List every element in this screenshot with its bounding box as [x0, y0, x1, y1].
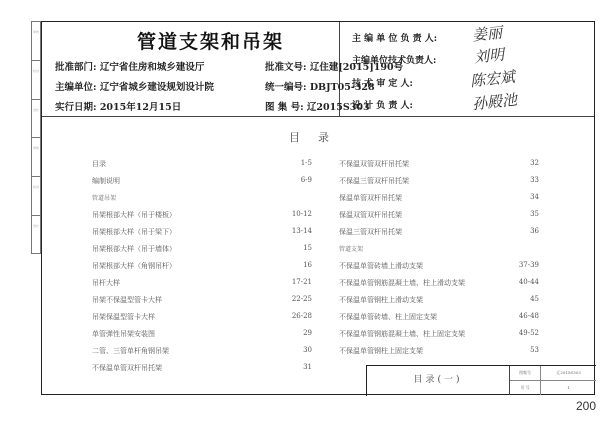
toc-item[interactable]: 吊杆大样 17-21	[92, 278, 312, 287]
toc-section: 管道支架	[339, 246, 364, 253]
toc-item[interactable]: 保温单管双杆吊托架 34	[339, 193, 539, 202]
page-label: 页 号	[510, 381, 541, 396]
binding-cell: 校对	[32, 177, 40, 216]
toc-item[interactable]: 吊架根部大样（吊于梁下） 13-14	[92, 227, 312, 236]
page-value: 1	[567, 384, 570, 390]
toc-item[interactable]: 二管、三管单杆角钢吊架 30	[92, 346, 312, 355]
toc-item[interactable]: 不保温单管钢筋混凝土墙、柱上固定支架 49-52	[339, 329, 539, 338]
toc-item[interactable]: 吊架根部大样（角钢吊杆） 16	[92, 261, 312, 270]
toc-item[interactable]: 目录 1-5	[92, 159, 312, 168]
title-block	[366, 365, 596, 396]
binding-cell: 设计	[32, 100, 40, 139]
title-block-title: 目录(一)	[367, 366, 510, 395]
signature-role: 主编单位技术负责人:	[352, 56, 437, 66]
signature: 刘明	[473, 45, 505, 67]
page-number: 200	[575, 399, 596, 413]
toc-item[interactable]: 不保温三管双杆吊托架 33	[339, 176, 539, 185]
editor-unit: 主编单位: 辽宁省城乡建设规划设计院	[55, 82, 214, 93]
effective-date: 实行日期: 2015年12月15日	[55, 102, 182, 113]
atlas-value: 辽2015S303	[541, 366, 596, 381]
toc-item[interactable]: 不保温单管双杆吊托架 31	[92, 363, 312, 372]
toc-item[interactable]: 不保温单管砖墙、柱上固定支架 46-48	[339, 312, 539, 321]
atlas-no: 图 集 号: 辽2015S303	[265, 102, 370, 113]
document-title: 管道支架和吊架	[137, 31, 285, 53]
signature: 孙殿池	[471, 90, 518, 114]
approval-doc-no: 批准文号: 辽住建[2015]190号	[265, 62, 404, 73]
signature-role: 设 计 负 责 人:	[352, 101, 413, 111]
toc-heading: 目录	[289, 131, 347, 144]
toc-item[interactable]: 吊架不保温型管卡大样 22-25	[92, 295, 312, 304]
toc-item[interactable]: 不保温单管砖墙上滑动支架 37-39	[339, 261, 539, 270]
binding-cell: 校对	[32, 61, 40, 100]
toc-item[interactable]: 不保温单管钢柱上滑动支架 45	[339, 295, 539, 304]
signature: 陈宏斌	[469, 67, 516, 91]
toc-item[interactable]: 单管弹性吊架安装图 29	[92, 329, 312, 338]
toc-column-left	[92, 155, 312, 376]
signature: 姜丽	[471, 23, 503, 45]
unified-no: 统一编号: DBJT05-328	[265, 82, 375, 93]
drawing-frame	[41, 21, 595, 395]
binding-cell: 设计	[32, 223, 39, 228]
header	[42, 22, 594, 117]
toc-section: 管道吊架	[92, 195, 117, 202]
toc-item[interactable]: 不保温单管钢柱上固定支架 53	[339, 346, 539, 355]
toc-item[interactable]: 吊架根部大样（吊于墙体） 15	[92, 244, 312, 253]
toc-item[interactable]: 不保温单管钢筋混凝土墙、柱上滑动支架 40-44	[339, 278, 539, 287]
approval-dept: 批准部门: 辽宁省住房和城乡建设厅	[55, 62, 205, 73]
toc-column-right	[339, 155, 539, 359]
binding-strip	[31, 21, 41, 254]
atlas-label: 图集号	[510, 366, 541, 381]
toc-item[interactable]: 保温三管双杆吊托架 36	[339, 227, 539, 236]
binding-cell: 审核	[32, 22, 40, 61]
toc-item[interactable]: 不保温双管双杆吊托架 32	[339, 159, 539, 168]
toc-item[interactable]: 保温双管双杆吊托架 35	[339, 210, 539, 219]
binding-cell: 审核	[32, 138, 40, 177]
signature-role: 主 编 单 位 负 责 人:	[352, 34, 438, 44]
toc-item[interactable]: 吊架根部大样（吊于楼板） 10-12	[92, 210, 312, 219]
toc-item[interactable]: 编制说明 6-9	[92, 176, 312, 185]
toc-item[interactable]: 吊架保温型管卡大样 26-28	[92, 312, 312, 321]
signature-role: 技 术 审 定 人:	[352, 79, 413, 89]
